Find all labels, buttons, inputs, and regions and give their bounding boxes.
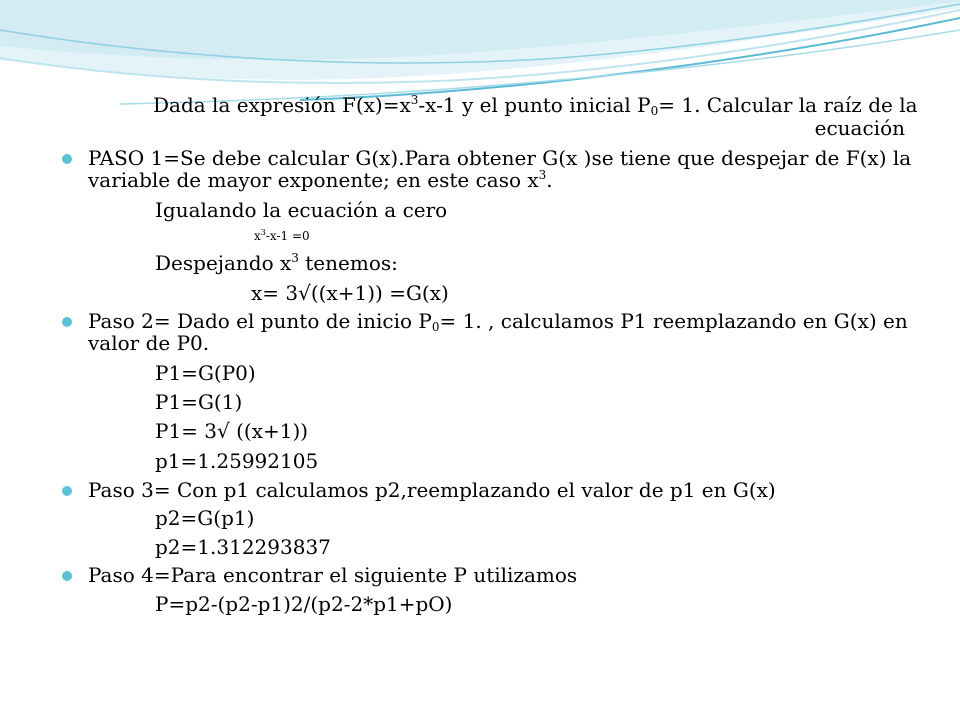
intro-text-a: Dada la expresión F(x)=x [153,93,411,117]
despejando-exponent: 3 [291,251,299,265]
equation-text-a: x [254,229,261,243]
equation-text-b: -x-1 =0 [265,229,310,243]
paso-1-line-2 [88,170,553,190]
despejando-text-b: tenemos: [298,251,398,275]
paso-3-step-2: p2=1.312293837 [155,535,331,559]
intro-line-1 [153,93,918,118]
bullet-dot-paso-1 [62,154,72,164]
paso-4-line-1: Paso 4=Para encontrar el siguiente P utilizamos [88,563,578,587]
paso-1-text-b: . [546,168,553,192]
bullet-dot-paso-3 [62,486,72,496]
intro-text-b: -x-1 y el punto inicial P [418,93,651,117]
paso-2-line-2: valor de P0. [88,331,210,355]
equation-exponent: 3 [260,228,266,237]
paso-2-line-1 [88,309,908,334]
paso-1-gx: x= 3√((x+1)) =G(x) [251,281,449,305]
intro-subscript: 0 [650,104,659,118]
bullet-dot-paso-4 [62,571,72,581]
paso-3-line-1: Paso 3= Con p1 calculamos p2,reemplazando el valor de p1 en G(x) [88,478,776,502]
paso-1-line-1: PASO 1=Se debe calcular G(x).Para obtener G(x )se tiene que despejar de F(x) la [88,146,912,170]
intro-text-c: = 1. Calcular la raíz de la [658,93,918,117]
bullet-dot-paso-2 [62,317,72,327]
paso-2-step-1: P1=G(P0) [155,361,256,385]
paso-1-exponent: 3 [538,168,547,182]
paso-2-text-b: = 1. , calculamos P1 reemplazando en G(x) en [439,309,908,333]
paso-2-step-4: p1=1.25992105 [155,449,319,473]
paso-4-formula: P=p2-(p2-p1)2/(p2-2*p1+pO) [155,592,453,616]
intro-line-2: ecuación [814,116,905,140]
paso-2-step-3: P1= 3√ ((x+1)) [155,419,309,443]
intro-exponent: 3 [410,93,419,107]
paso-1-igualando: Igualando la ecuación a cero [155,198,448,222]
paso-2-text-a: Paso 2= Dado el punto de inicio P [88,309,432,333]
paso-2-subscript: 0 [431,320,440,334]
paso-1-equation [254,230,310,242]
despejando-text-a: Despejando x [155,251,292,275]
paso-1-text-a: variable de mayor exponente; en este caso x [88,168,539,192]
paso-2-step-2: P1=G(1) [155,390,243,414]
paso-1-despejando [155,253,398,273]
paso-3-step-1: p2=G(p1) [155,506,255,530]
